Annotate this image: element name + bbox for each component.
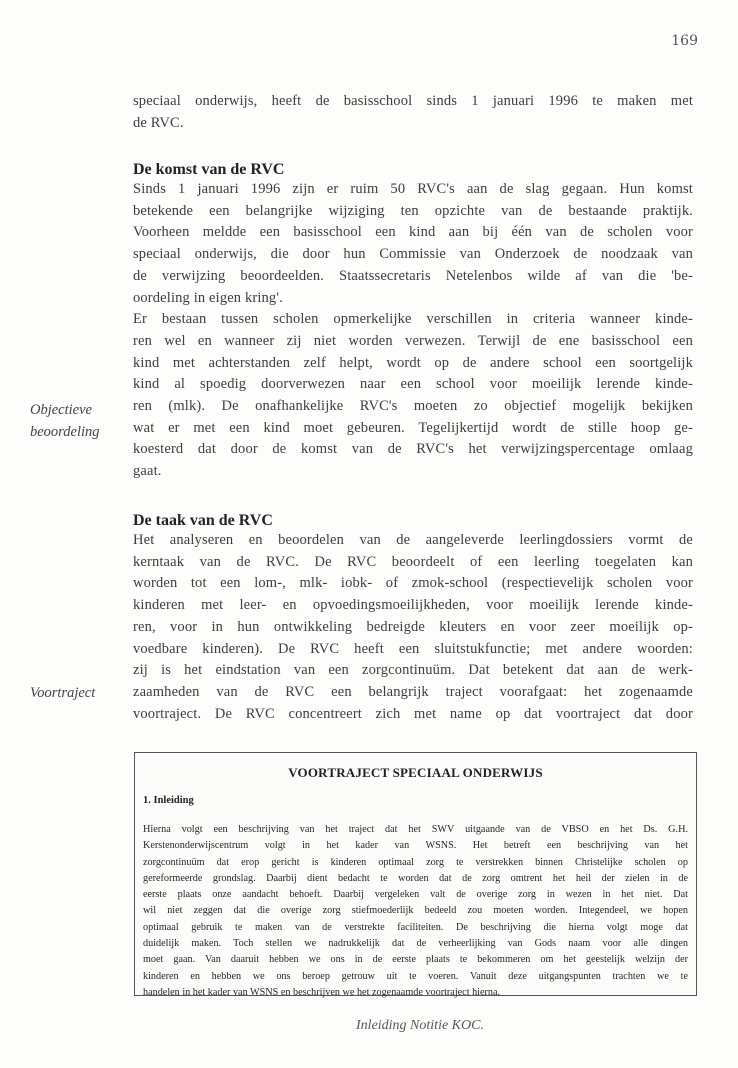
section-heading-taak: De taak van de RVC — [133, 512, 273, 529]
text-line: Hierna volgt een beschrijving van het traject dat het SWV uitgaande van de VBSO en het Ds. G.H. — [143, 824, 688, 835]
text-line: oordeling in eigen kring'. — [133, 289, 283, 306]
section-heading-komst: De komst van de RVC — [133, 161, 285, 178]
text-line: ren (mlk). De onafhankelijke RVC's moeten zo objectief mogelijk bekijken — [133, 398, 693, 415]
text-line: Kerstenonderwijscentrum volgt in het kader van WSNS. Het betreft een beschrijving van het — [143, 840, 688, 852]
text-line: koesterd dat door de komst van de RVC's het verwijzingspercentage omlaag — [133, 441, 693, 458]
text-line: zorgcontinuüm dat erop gericht is kinderen optimaal zorg te verstrekken binnen Christelijke scholen op — [143, 856, 688, 868]
margin-note-voortraject: Voortraject — [30, 685, 96, 701]
text-line: kerntaak van de RVC. De RVC beoordeelt of een leerling toegelaten kan — [133, 553, 693, 570]
page-number: 169 — [671, 33, 698, 49]
text-line: ren wel en wanneer zij niet worden verwezen. Terwijl de ene basisschool een — [133, 332, 693, 349]
text-line: betekende een belangrijke wijziging ten opzichte van de bestaande praktijk. — [133, 202, 693, 219]
text-line: optimaal gebruik te maken van de verstrekte faciliteiten. De beschrijving die hierna volgt moge dat — [143, 921, 688, 933]
text-line: kinderen met leer- en opvoedingsmoeilijkheden, voor moeilijk lerende kinde- — [133, 597, 693, 614]
margin-note-objectieve-beoordeling — [30, 400, 130, 443]
text-line: wil niet zeggen dat die overige zorg stiefmoederlijk bedeeld zou moeten worden. Integendeel, we hopen — [143, 905, 688, 917]
text-line: kinderen en hebben we ons beroep getrouw uit te voeren. Vanuit deze uitgangspunten trachten we te — [143, 970, 688, 982]
text-line: ren, voor in hun ontwikkeling bedreigde kleuters en voor zeer moeilijk op- — [133, 618, 693, 635]
text-line: kind met achterstanden zelf helpt, wordt op de andere school een soortgelijk — [133, 354, 693, 371]
text-line: worden tot een lom-, mlk- iobk- of zmok-school (respectievelijk scholen voor — [133, 575, 693, 592]
section-body-komst — [133, 179, 693, 483]
text-line: speciaal onderwijs, heeft de basisschool sinds 1 januari 1996 te maken met — [133, 93, 693, 109]
text-line: speciaal onderwijs, die door hun Commissie van Onderzoek de noodzaak van — [133, 246, 693, 263]
text-line: wat er met een kind moet gebeuren. Tegelijkertijd wordt de stille hoop ge- — [133, 419, 693, 436]
text-line: zaamheden van de RVC een belangrijk traject voorafgaat: het zogenaamde — [133, 683, 693, 700]
text-line: zij is het eindstation van een zorgcontinuüm. Dat betekent dat aan de werk- — [133, 662, 693, 679]
text-line: voedbare kinderen). De RVC heeft een sluitstukfunctie; met andere woorden: — [133, 640, 693, 657]
text-line: voortraject. De RVC concentreert zich met name op dat voortraject dat door — [133, 705, 693, 722]
box-subheading: 1. Inleiding — [143, 795, 194, 806]
text-line: moet gaan. Van daaruit hebben we ons in de eerste plaats te bekommeren om het geestelijk welzijn der — [143, 954, 688, 966]
intro-paragraph — [133, 91, 693, 134]
inset-box — [134, 752, 697, 996]
text-line: gaat. — [133, 463, 162, 480]
text-line: eerste plaats onze aandacht behoeft. Daarbij vergeleken valt de overige zorg in wezen in het niet. Dat — [143, 889, 688, 901]
box-title: VOORTRAJECT SPECIAAL ONDERWIJS — [288, 765, 543, 780]
text-line: de RVC. — [133, 114, 184, 131]
text-line: Er bestaan tussen scholen opmerkelijke verschillen in criteria wanneer kinde- — [133, 311, 693, 328]
margin-note-line: beoordeling — [30, 423, 100, 440]
box-caption: Inleiding Notitie KOC. — [356, 1018, 484, 1033]
text-line: duidelijk maken. Toch stellen we nadrukkelijk dat de verheerlijking van Gods naam voor alle dingen — [143, 938, 688, 950]
text-line: Voorheen meldde een basisschool een kind aan bij één van de scholen voor — [133, 224, 693, 241]
text-line: de verwijzing beoordeelden. Staatssecretaris Netelenbos wilde af van die 'be- — [133, 267, 693, 284]
text-line: Het analyseren en beoordelen van de aangeleverde leerlingdossiers vormt de — [133, 532, 693, 548]
margin-note-line: Objectieve — [30, 402, 92, 418]
section-body-taak — [133, 530, 693, 725]
text-line: gereformeerde grondslag. Daarbij dient bedacht te worden dat de zorg omtrent het heil der zielen in de — [143, 872, 688, 884]
text-line: kind al spoedig doorverwezen naar een school voor moeilijk lerende kinde- — [133, 376, 693, 393]
text-line: handelen in het kader van WSNS en beschrijven we het zogenaamde voortraject hierna. — [143, 986, 501, 998]
text-line: Sinds 1 januari 1996 zijn er ruim 50 RVC's aan de slag gegaan. Hun komst — [133, 181, 693, 197]
box-body — [143, 822, 688, 1001]
